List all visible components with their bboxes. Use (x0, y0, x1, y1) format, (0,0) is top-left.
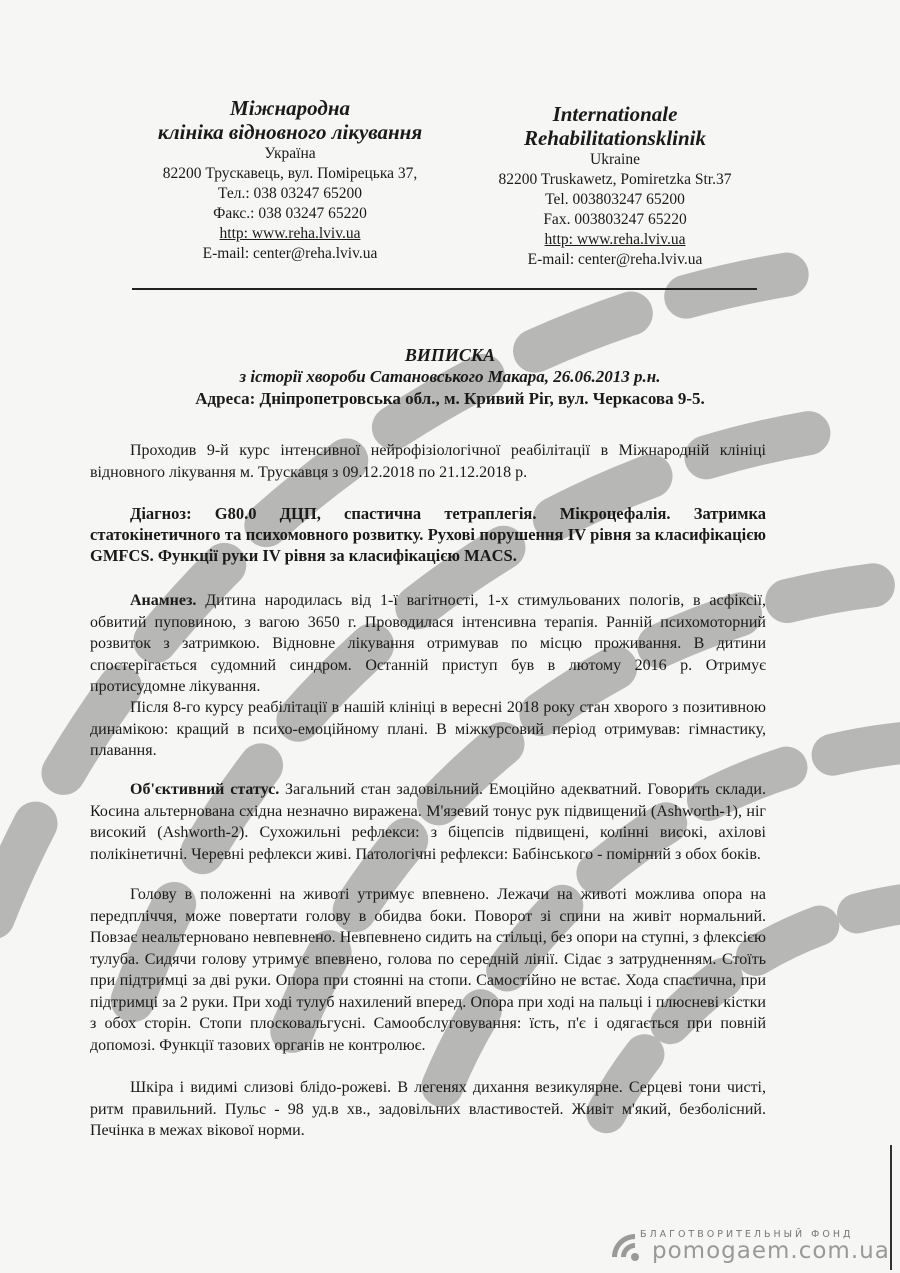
anamnesis-paragraph (90, 590, 766, 698)
after-course-text: Після 8-го курсу реабілітації в нашій клініці в вересні 2018 року стан хворого з позитивною динамікою: кращий в психо-емоційному плані. В міжкурсовий період отримував: гімнастику, плавання. (90, 699, 766, 759)
clinic-fax: Fax. 003803247 65220 (543, 211, 687, 228)
clinic-header-ukrainian (140, 96, 440, 264)
clinic-address: 82200 Трускавець, вул. Помірецька 37, (162, 165, 418, 182)
patient-address: Адреса: Дніпропетровська обл., м. Кривий Ріг, вул. Черкасова 9-5. (195, 389, 705, 408)
anamnesis-text: Дитина народилась від 1-ї вагітності, 1-х стимульованих пологів, в асфіксії, обвитий пуповиною, з вагою 3650 г. Проводилася інтенсивна терапія. Ранній психомоторний розвиток з затримкою. Відновне лікування отримував по місцю проживання. В дитини спостерігається судомний синдром. Останній приступ був в лютому 2016 р. Отримує протисудомне лікування. (90, 592, 767, 695)
diagnosis-paragraph (90, 503, 766, 566)
document-title: ВИПИСКА (404, 345, 496, 365)
status-text: Загальний стан задовільний. Емоційно адекватний. Говорить склади. Косина альтернована східна незначно виражена. М'язевий тонус рук підвищений (Ashworth-1), ніг високий (Ashworth-2). Сухожильні рефлекси: з біцепсів підвищені, колінні високі, ахілові полікінетичні. Черевні рефлекси живі. Патологічні рефлекси: Бабінського - помірний з обох боків. (90, 781, 766, 863)
clinic-phone: Тел.: 038 03247 65200 (217, 185, 363, 202)
motor-paragraph (90, 884, 766, 1056)
motor-text: Голову в положенні на животі утримує впевнено. Лежачи на животі можлива опора на передпліччя, може повертати голову в обидва боки. Поворот зі спини на живіт нормальний. Повзає неальтерновано невпевнено. Невпевнено сидить на стільці, без опори на ступні, з флексією тулуба. Сидячи голову утримує впевнено, голова по середній лінії. Сідає з затрудненням. Стоїть при підтримці за дві руки. Опора при стоянні на стопи. Самостійно не встає. Хода спастична, при підтримці за 2 руки. При ході тулуб нахилений вперед. Опора при ході на пальці і плюсневі кістки з обох сторін. Стопи плосковальгусні. Самообслуговування: їсть, п'є і одягається при повній допомозі. Функції тазових органів не контролює. (90, 886, 766, 1054)
after-course-paragraph (90, 697, 766, 762)
clinic-web-link[interactable]: http: www.reha.lviv.ua (219, 225, 361, 242)
clinic-address: 82200 Truskawetz, Pomiretzka Str.37 (498, 171, 732, 188)
clinic-header-german (470, 102, 760, 270)
course-text: Проходив 9-й курс інтенсивної нейрофізіологічної реабілітації в Міжнародній клініці відновного лікування м. Трускавця з 09.12.2018 по 21.12.2018 р. (90, 442, 766, 481)
skin-text: Шкіра і видимі слизові блідо-рожеві. В легенях дихання везикулярне. Серцеві тони чисті, ритм правильний. Пульс - 98 уд.в хв., задовільних властивостей. Живіт м'який, безболісний. Печінка в межах вікової норми. (90, 1079, 766, 1139)
clinic-email[interactable]: E-mail: center@reha.lviv.ua (527, 251, 703, 268)
clinic-phone: Tel. 003803247 65200 (545, 191, 685, 208)
document-subtitle: з історії хвороби Сатановського Макара, 26.06.2013 р.н. (239, 367, 661, 386)
course-paragraph (90, 440, 766, 483)
clinic-name-line1: Internationale (552, 102, 678, 126)
clinic-fax: Факс.: 038 03247 65220 (213, 205, 367, 222)
clinic-web-link[interactable]: http: www.reha.lviv.ua (544, 231, 686, 248)
page-edge-line (890, 1145, 892, 1270)
clinic-country: Україна (264, 145, 316, 162)
clinic-name-line2: Rehabilitationsklinik (523, 126, 707, 150)
clinic-email[interactable]: E-mail: center@reha.lviv.ua (202, 245, 378, 262)
clinic-country: Ukraine (590, 151, 640, 168)
fund-label: БЛАГОТВОРИТЕЛЬНЫЙ ФОНД (640, 1229, 854, 1240)
status-paragraph (90, 779, 766, 865)
anamnesis-label: Анамнез. (130, 592, 197, 609)
status-label: Об'єктивний статус. (130, 781, 280, 798)
document-title-block (100, 344, 800, 410)
skin-paragraph (90, 1077, 766, 1142)
header-divider (132, 288, 757, 290)
diagnosis-text: Діагноз: G80.0 ДЦП, спастична тетраплегія. Мікроцефалія. Затримка статокінетичного та психомовного розвитку. Рухові порушення IV рівня за класифікацією GMFCS. Функції руки IV рівня за класифікацією MACS. (90, 504, 766, 565)
clinic-name-line2: клініка відновного лікування (157, 120, 423, 144)
pomogaem-logo-icon (604, 1226, 644, 1266)
fund-site: pomogaem.com.ua (652, 1238, 890, 1264)
clinic-name-line1: Міжнародна (230, 96, 350, 120)
